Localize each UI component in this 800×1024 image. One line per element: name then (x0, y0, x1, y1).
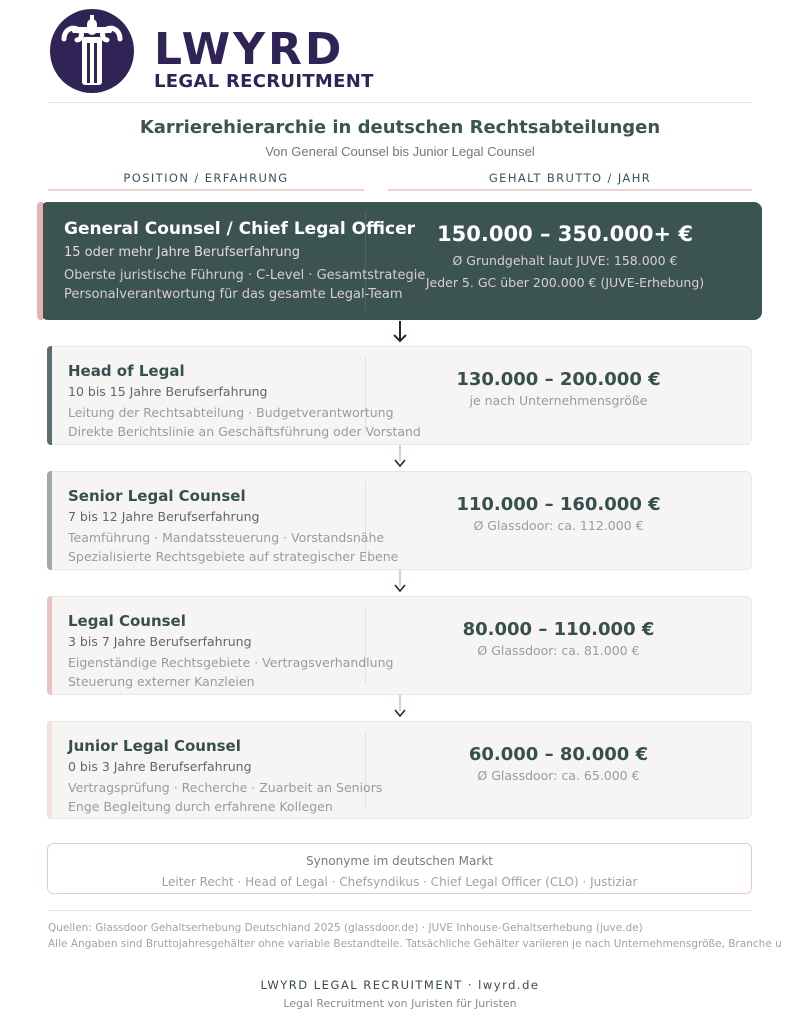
sources-line-1: Quellen: Glassdoor Gehaltserhebung Deutschland 2025 (glassdoor.de) · JUVE Inhouse-Gehaltserhebung (juve.de) (48, 922, 643, 934)
position-title: Senior Legal Counsel (68, 487, 246, 505)
position-description-1: Eigenständige Rechtsgebiete · Vertragsverhandlung (68, 655, 394, 670)
brand-name: LWYRD (154, 24, 345, 75)
salary-note: je nach Unternehmensgröße (469, 393, 648, 408)
header (48, 8, 768, 98)
synonyms-list: Leiter Recht · Head of Legal · Chefsyndikus · Chief Legal Officer (CLO) · Justiziar (161, 875, 638, 889)
accent-bar (37, 202, 43, 320)
arrow-down-icon (393, 321, 407, 343)
position-description-2: Spezialisierte Rechtsgebiete auf strategischer Ebene (68, 549, 399, 564)
salary-note: Ø Glassdoor: ca. 81.000 € (477, 643, 640, 658)
position-description-1: Vertragsprüfung · Recherche · Zuarbeit an Seniors (68, 780, 383, 795)
salary-note-1: Ø Grundgehalt laut JUVE: 158.000 € (452, 253, 678, 268)
position-title: General Counsel / Chief Legal Officer (64, 219, 415, 239)
header-divider (48, 102, 752, 103)
position-card-junior-legal-counsel (47, 721, 752, 819)
salary-note: Ø Glassdoor: ca. 112.000 € (473, 518, 644, 533)
accent-bar (47, 721, 52, 819)
position-card-senior-legal-counsel (47, 471, 752, 570)
position-description-1: Leitung der Rechtsabteilung · Budgetverantwortung (68, 405, 394, 420)
position-experience: 15 oder mehr Jahre Berufserfahrung (64, 245, 301, 260)
column-rule-right (388, 189, 752, 191)
position-experience: 0 bis 3 Jahre Berufserfahrung (68, 759, 252, 774)
synonyms-title: Synonyme im deutschen Markt (306, 854, 493, 868)
column-header-position: POSITION / ERFAHRUNG (123, 171, 289, 185)
column-rule-left (48, 189, 364, 191)
chevron-down-icon (393, 583, 407, 595)
position-title: Legal Counsel (68, 612, 186, 630)
pillar-logo-icon[interactable] (50, 9, 134, 93)
salary-note: Ø Glassdoor: ca. 65.000 € (477, 768, 640, 783)
position-description-1: Teamführung · Mandatssteuerung · Vorstandsnähe (68, 530, 385, 545)
column-header-salary: GEHALT BRUTTO / JAHR (488, 171, 652, 185)
accent-bar (47, 596, 52, 695)
salary-range: 80.000 – 110.000 € (462, 619, 655, 640)
position-experience: 3 bis 7 Jahre Berufserfahrung (68, 634, 252, 649)
position-card-general-counsel (40, 202, 762, 320)
footer-tagline: Legal Recruitment von Juristen für Juristen (283, 997, 517, 1010)
salary-range: 60.000 – 80.000 € (468, 744, 649, 765)
accent-bar (47, 471, 52, 570)
position-description-2: Direkte Berichtslinie an Geschäftsführung oder Vorstand (68, 424, 421, 439)
salary-range: 150.000 – 350.000+ € (437, 222, 693, 246)
position-description-2: Steuerung externer Kanzleien (68, 674, 255, 689)
footer-brand[interactable]: LWYRD LEGAL RECRUITMENT · lwyrd.de (260, 978, 540, 992)
salary-note-2: Jeder 5. GC über 200.000 € (JUVE-Erhebung) (425, 275, 705, 290)
position-title: Junior Legal Counsel (68, 737, 241, 755)
page-subtitle: Von General Counsel bis Junior Legal Counsel (265, 144, 535, 159)
synonyms-box (47, 843, 752, 894)
page-title: Karrierehierarchie in deutschen Rechtsabteilungen (139, 117, 661, 138)
sources-note (48, 920, 800, 952)
position-card-head-of-legal (47, 346, 752, 445)
position-description-2: Enge Begleitung durch erfahrene Kollegen (68, 799, 333, 814)
chevron-down-icon (393, 458, 407, 470)
sources-line-2: Alle Angaben sind Bruttojahresgehälter ohne variable Bestandteile. Tatsächliche Gehälter variieren je nach Unternehmensgröße, Branche u (48, 938, 782, 950)
salary-range: 110.000 – 160.000 € (456, 494, 661, 515)
position-description-2: Personalverantwortung für das gesamte Legal-Team (64, 287, 403, 302)
position-experience: 7 bis 12 Jahre Berufserfahrung (68, 509, 260, 524)
salary-range: 130.000 – 200.000 € (456, 369, 661, 390)
position-description-1: Oberste juristische Führung · C-Level · Gesamtstrategie (64, 268, 426, 283)
position-card-legal-counsel (47, 596, 752, 695)
accent-bar (47, 346, 52, 445)
position-title: Head of Legal (68, 362, 185, 380)
position-experience: 10 bis 15 Jahre Berufserfahrung (68, 384, 268, 399)
brand-subtitle: LEGAL RECRUITMENT (154, 71, 374, 92)
footer-divider (48, 910, 752, 911)
chevron-down-icon (393, 708, 407, 720)
